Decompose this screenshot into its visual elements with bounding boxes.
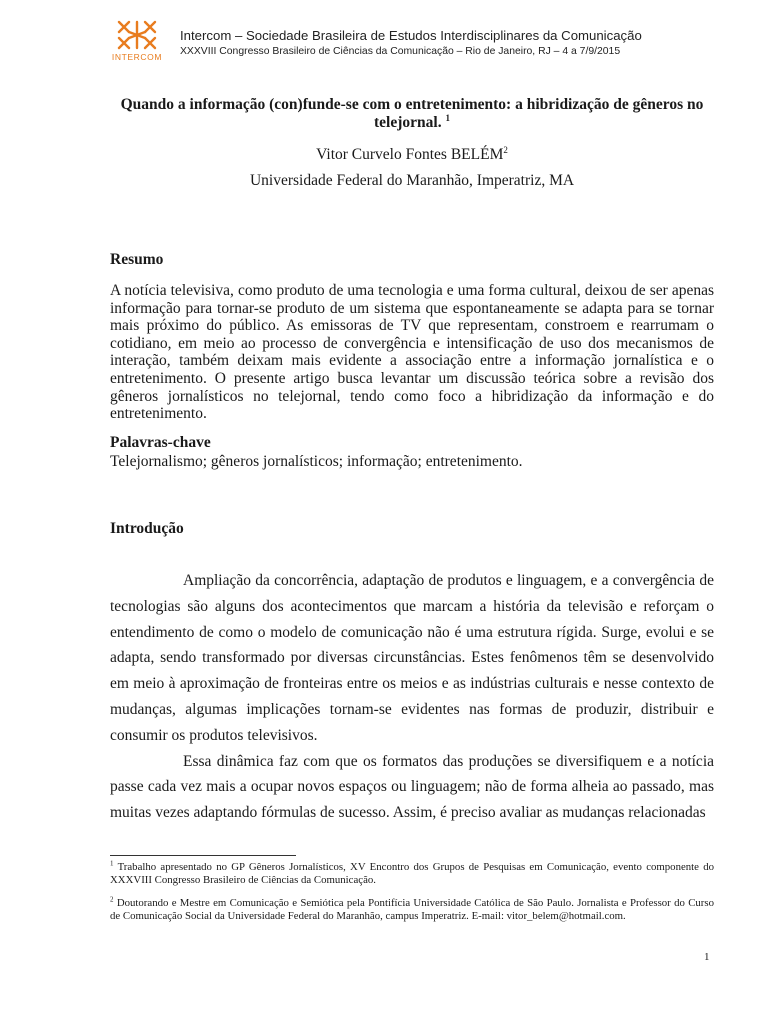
intercom-logo (108, 18, 166, 62)
abstract-heading: Resumo (110, 251, 164, 268)
body-paragraph: Ampliação da concorrência, adaptação de produtos e linguagem, e a convergência de tecnologias são alguns dos acontecimentos que marcam a história da televisão e reforçam o entendimento de como o modelo de comunicação não é uma estrutura rígida. Surge, evolui e se adapta, sendo transformado por diversas circunstâncias. Estes fenômenos têm se desenvolvido em meio à aproximação de fronteiras entre os meios e as indústrias culturais e nesse contexto de mudanças, algumas implicações tornam-se evidentes nas formas de produzir, distribuir e consumir os produtos televisivos. (110, 572, 714, 744)
introduction-body (110, 568, 714, 826)
author-line (0, 146, 768, 164)
paper-title (110, 96, 714, 132)
keywords-heading: Palavras-chave (110, 434, 211, 451)
author-name: Vitor Curvelo Fontes BELÉM (316, 146, 504, 163)
organization-name: Intercom – Sociedade Brasileira de Estudos Interdisciplinares da Comunicação (180, 28, 642, 43)
introduction-heading: Introdução (110, 520, 184, 537)
footnote-1 (110, 861, 714, 886)
author-footnote-mark[interactable]: 2 (503, 144, 508, 155)
intercom-logo-icon (115, 18, 159, 52)
author-affiliation: Universidade Federal do Maranhão, Imperatriz, MA (249, 172, 575, 189)
congress-name: XXXVIII Congresso Brasileiro de Ciências da Comunicação – Rio de Janeiro, RJ – 4 a 7/9/2015 (180, 46, 621, 57)
footnote-mark: 1 (110, 859, 114, 868)
page-header (108, 18, 708, 64)
footnote-mark: 2 (110, 895, 114, 904)
abstract-text: A notícia televisiva, como produto de uma tecnologia e uma forma cultural, deixou de ser apenas informação para tornar-se produto de um sistema que espontaneamente se adapta para se tornar mais próximo do público. As emissoras de TV que representam, constroem e rearrumam o cotidiano, em meio ao processo de convergência e intensificação de uso dos mecanismos de interação, também deixam mais evidente a associação entre a informação jornalística e o entretenimento. O presente artigo busca levantar um discussão teórica sobre a revisão dos gêneros jornalísticos no telejornal, tendo como foco a hibridização da informação e do entretenimento. (110, 282, 714, 423)
body-paragraph: Essa dinâmica faz com que os formatos das produções se diversifiquem e a notícia passe cada vez mais a ocupar novos espaços ou linguagem; não de forma alheia ao passado, mas muitas vezes adaptando fórmulas de sucesso. Assim, é preciso avaliar as mudanças relacionadas (110, 752, 714, 822)
paper-title-text: Quando a informação (con)funde-se com o entretenimento: a hibridização de gêneros no telejornal. (120, 96, 704, 131)
footnote-text: Doutorando e Mestre em Comunicação e Semiótica pela Pontifícia Universidade Católica de São Paulo. Jornalista e Professor do Curso de Comunicação Social da Universidade Federal do Maranhão, campus Imperatriz. E-mail: vitor_belem@hotmail.com. (110, 897, 714, 922)
keywords-text: Telejornalismo; gêneros jornalísticos; informação; entretenimento. (110, 453, 523, 470)
footnote-2 (110, 897, 714, 922)
footnote-separator (110, 855, 296, 856)
logo-text: INTERCOM (111, 52, 163, 62)
footnote-text: Trabalho apresentado no GP Gêneros Jornalísticos, XV Encontro dos Grupos de Pesquisas em Comunicação, evento componente do XXXVIII Congresso Brasileiro de Ciências da Comunicação. (110, 861, 714, 886)
title-footnote-mark[interactable]: 1 (445, 112, 450, 123)
page-number: 1 (704, 951, 710, 963)
